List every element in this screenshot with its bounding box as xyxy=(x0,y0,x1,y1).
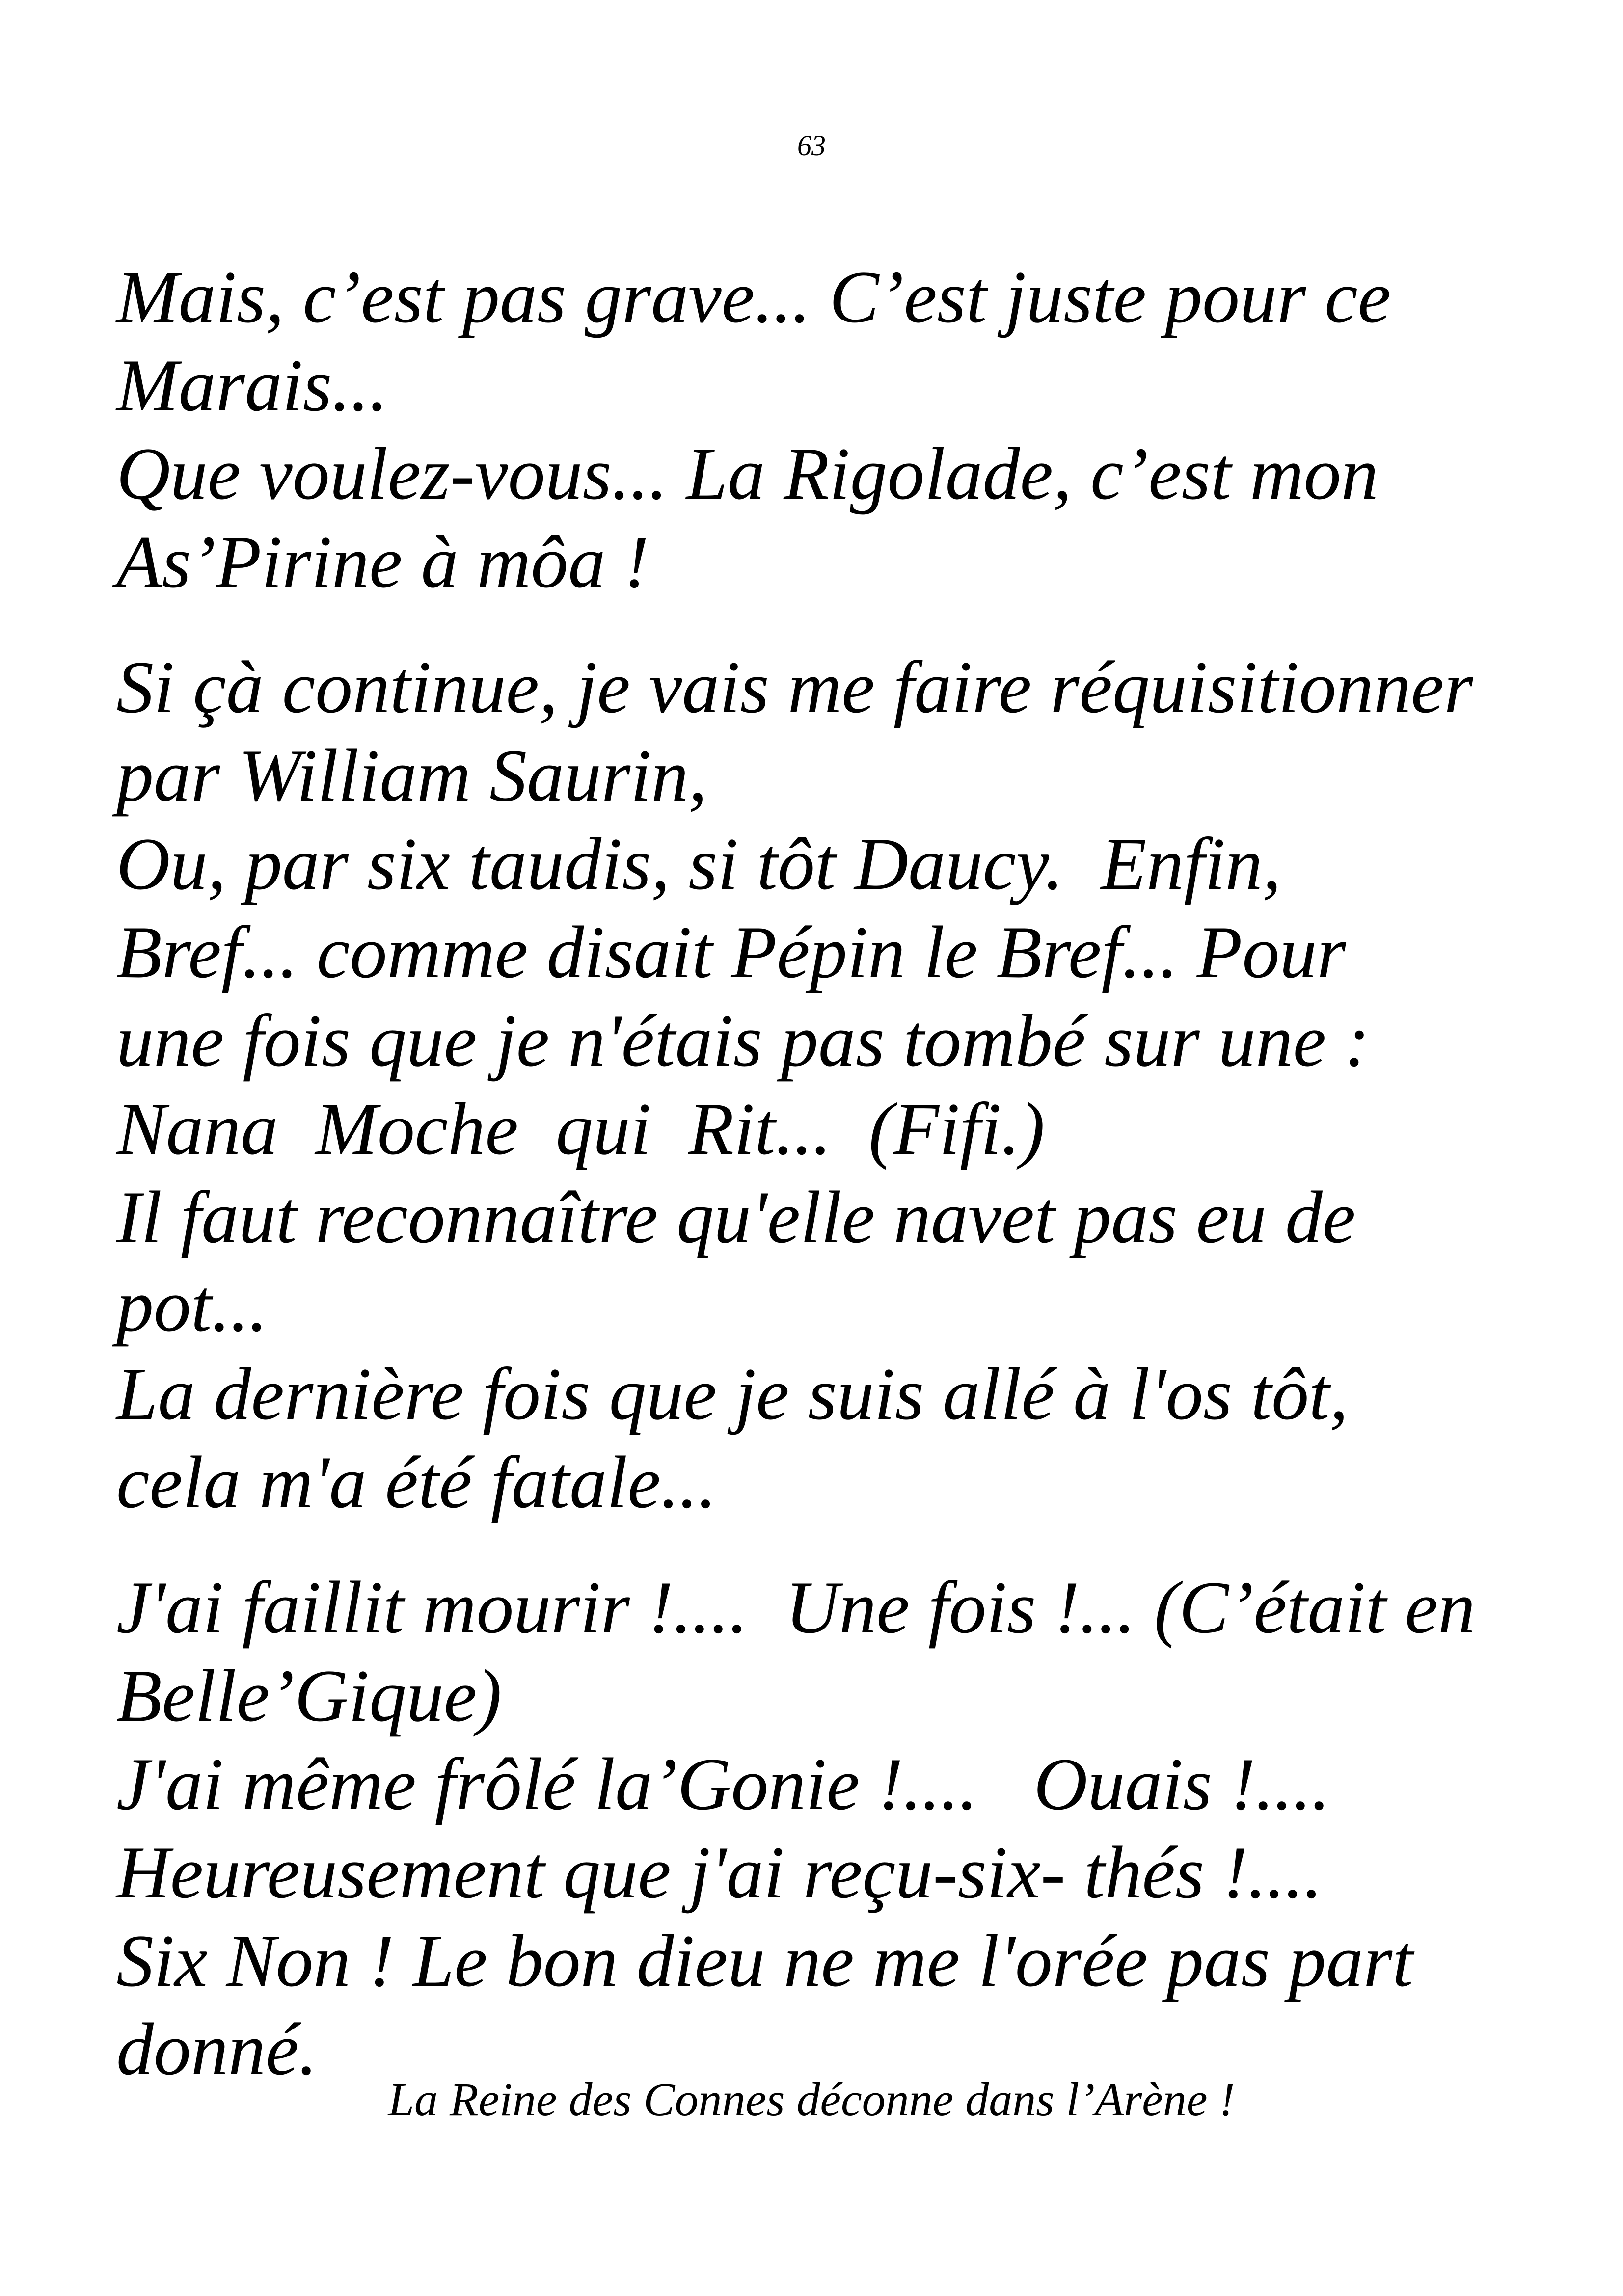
text-line: pot... xyxy=(116,1264,268,1347)
text-line: La dernière fois que je suis allé à l'os tôt, xyxy=(116,1353,1349,1435)
text-line: Il faut reconnaître qu'elle navet pas eu de xyxy=(116,1176,1356,1258)
text-line: Nana Moche qui Rit... (Fifi.) xyxy=(116,1088,1045,1170)
text-line: J'ai même frôlé la’Gonie !.... Ouais !.... xyxy=(116,1743,1330,1825)
text-line: cela m'a été fatale... xyxy=(116,1441,717,1523)
page-number: 63 xyxy=(797,130,826,161)
running-footer: La Reine des Connes déconne dans l’Arène ! xyxy=(388,2073,1235,2126)
text-line: Belle’Gique) xyxy=(116,1655,502,1737)
text-line: Mais, c’est pas grave... C’est juste pour ce xyxy=(116,256,1391,338)
text-line: Que voulez-vous... La Rigolade, c’est mon xyxy=(116,432,1379,515)
paragraph-3 xyxy=(116,1563,1540,2093)
text-line: Si çà continue, je vais me faire réquisitionner xyxy=(116,646,1473,728)
body-text xyxy=(116,253,1540,2093)
text-line: donné. xyxy=(116,2008,318,2090)
text-line: Heureusement que j'ai reçu-six- thés !.... xyxy=(116,1831,1323,1914)
text-line: Ou, par six taudis, si tôt Daucy. Enfin, xyxy=(116,823,1281,905)
text-line: As’Pirine à môa ! xyxy=(116,521,649,603)
text-line: Marais... xyxy=(116,344,388,427)
paragraph-2 xyxy=(116,643,1540,1526)
text-line: par William Saurin, xyxy=(116,734,707,817)
text-line: Bref... comme disait Pépin le Bref... Pour xyxy=(116,911,1346,993)
text-line: une fois que je n'étais pas tombé sur une : xyxy=(116,999,1370,1082)
text-line: Six Non ! Le bon dieu ne me l'orée pas part xyxy=(116,1920,1413,2002)
text-line: J'ai faillit mourir !.... Une fois !... (C’était en xyxy=(116,1566,1476,1649)
paragraph-1 xyxy=(116,253,1540,606)
